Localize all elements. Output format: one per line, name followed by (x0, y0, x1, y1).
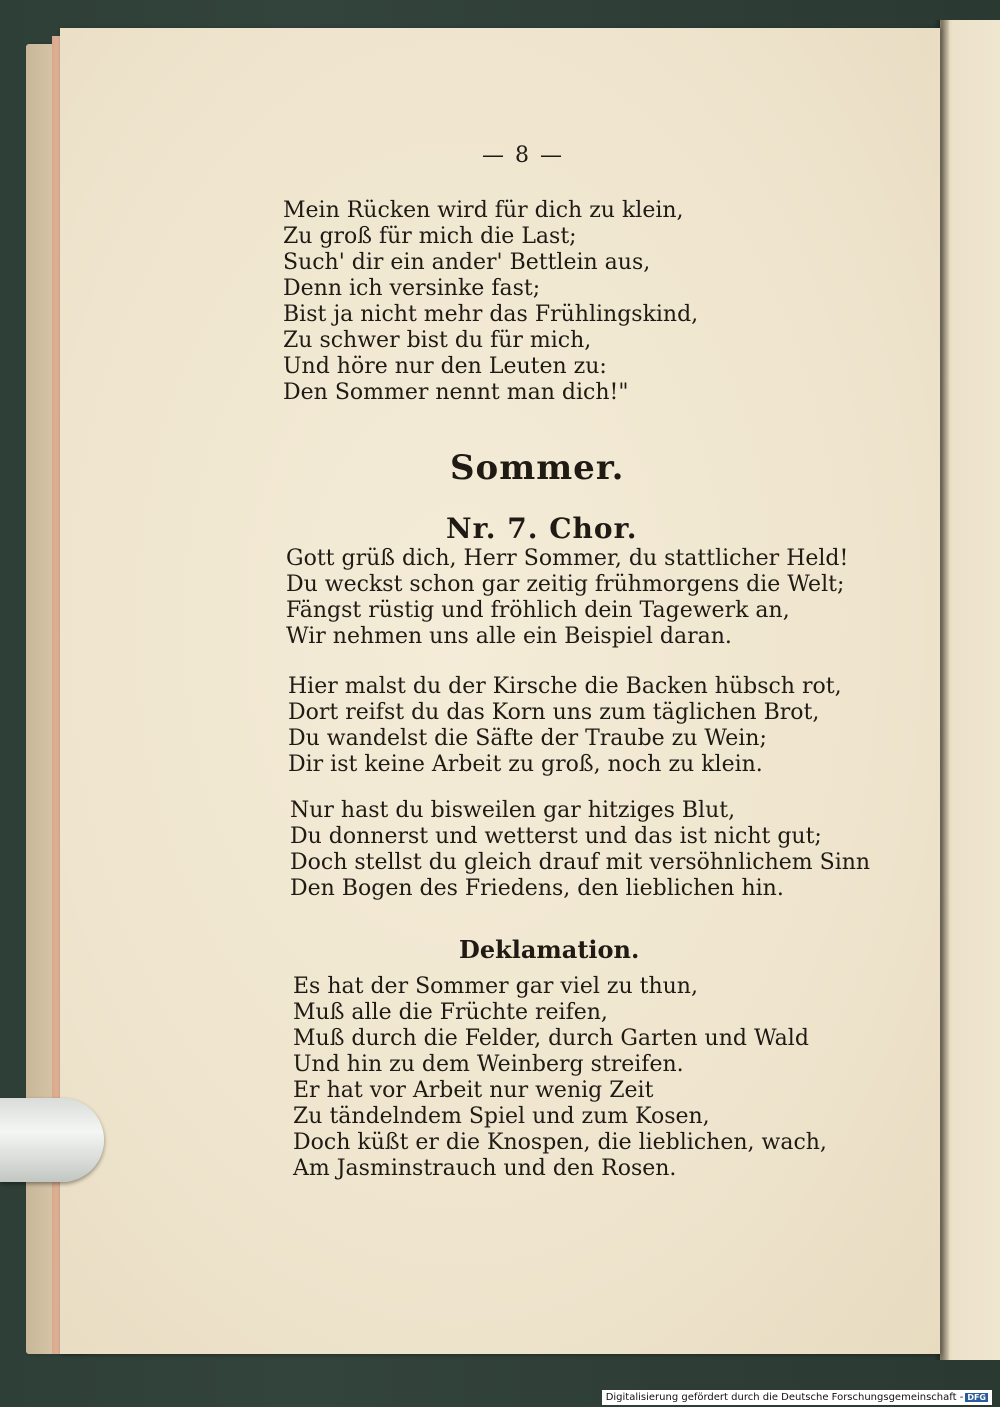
verse-line: Den Sommer nennt man dich!" (283, 380, 629, 405)
verse-line: Dir ist keine Arbeit zu groß, noch zu klein. (288, 752, 763, 777)
dfg-logo: DFG (967, 1393, 986, 1402)
verse-line: Mein Rücken wird für dich zu klein, (283, 198, 684, 223)
verse-line: Du weckst schon gar zeitig frühmorgens die Welt; (286, 572, 845, 597)
digitization-footer (602, 1390, 992, 1405)
verse-line: Hier malst du der Kirsche die Backen hübsch rot, (288, 674, 842, 699)
verse-line: Und höre nur den Leuten zu: (283, 354, 607, 379)
verse-line: Doch küßt er die Knospen, die lieblichen, wach, (293, 1130, 827, 1155)
verse-line: Bist ja nicht mehr das Frühlingskind, (283, 302, 699, 327)
verse-line: Such' dir ein ander' Bettlein aus, (283, 250, 651, 275)
page-number: — 8 — (482, 143, 564, 168)
facing-page-edge (940, 20, 1000, 1360)
verse-line: Zu groß für mich die Last; (283, 224, 577, 249)
section-title: Sommer. (450, 448, 625, 488)
verse-line: Am Jasminstrauch und den Rosen. (293, 1156, 677, 1181)
verse-line: Dort reifst du das Korn uns zum täglichen Brot, (288, 700, 820, 725)
verse-line: Du donnerst und wetterst und das ist nicht gut; (290, 824, 822, 849)
chor-stanza-1 (286, 546, 848, 650)
verse-line: Denn ich versinke fast; (283, 276, 541, 301)
chor-stanza-3 (290, 798, 870, 902)
verse-line: Fängst rüstig und fröhlich dein Tagewerk an, (286, 598, 790, 623)
verse-line: Er hat vor Arbeit nur wenig Zeit (293, 1078, 654, 1103)
subsection-title: Nr. 7. Chor. (446, 512, 638, 545)
verse-line: Gott grüß dich, Herr Sommer, du stattlicher Held! (286, 546, 849, 571)
verse-line: Muß durch die Felder, durch Garten und Wald (293, 1026, 809, 1051)
verse-line: Wir nehmen uns alle ein Beispiel daran. (286, 624, 732, 649)
verse-line: Nur hast du bisweilen gar hitziges Blut, (290, 798, 736, 823)
stanza-intro (283, 198, 698, 406)
footer-text: Digitalisierung gefördert durch die Deutsche Forschungsgemeinschaft - (605, 1392, 964, 1403)
declamation-text (293, 974, 827, 1182)
page-clamp (0, 1098, 104, 1182)
verse-line: Zu tändelndem Spiel und zum Kosen, (293, 1104, 710, 1129)
verse-line: Und hin zu dem Weinberg streifen. (293, 1052, 684, 1077)
verse-line: Den Bogen des Friedens, den lieblichen hin. (290, 876, 784, 901)
verse-line: Doch stellst du gleich drauf mit versöhnlichem Sinn (290, 850, 871, 875)
verse-line: Zu schwer bist du für mich, (283, 328, 592, 353)
verse-line: Muß alle die Früchte reifen, (293, 1000, 608, 1025)
verse-line: Du wandelst die Säfte der Traube zu Wein; (288, 726, 767, 751)
declamation-title: Deklamation. (459, 935, 640, 964)
chor-stanza-2 (288, 674, 842, 778)
verse-line: Es hat der Sommer gar viel zu thun, (293, 974, 698, 999)
